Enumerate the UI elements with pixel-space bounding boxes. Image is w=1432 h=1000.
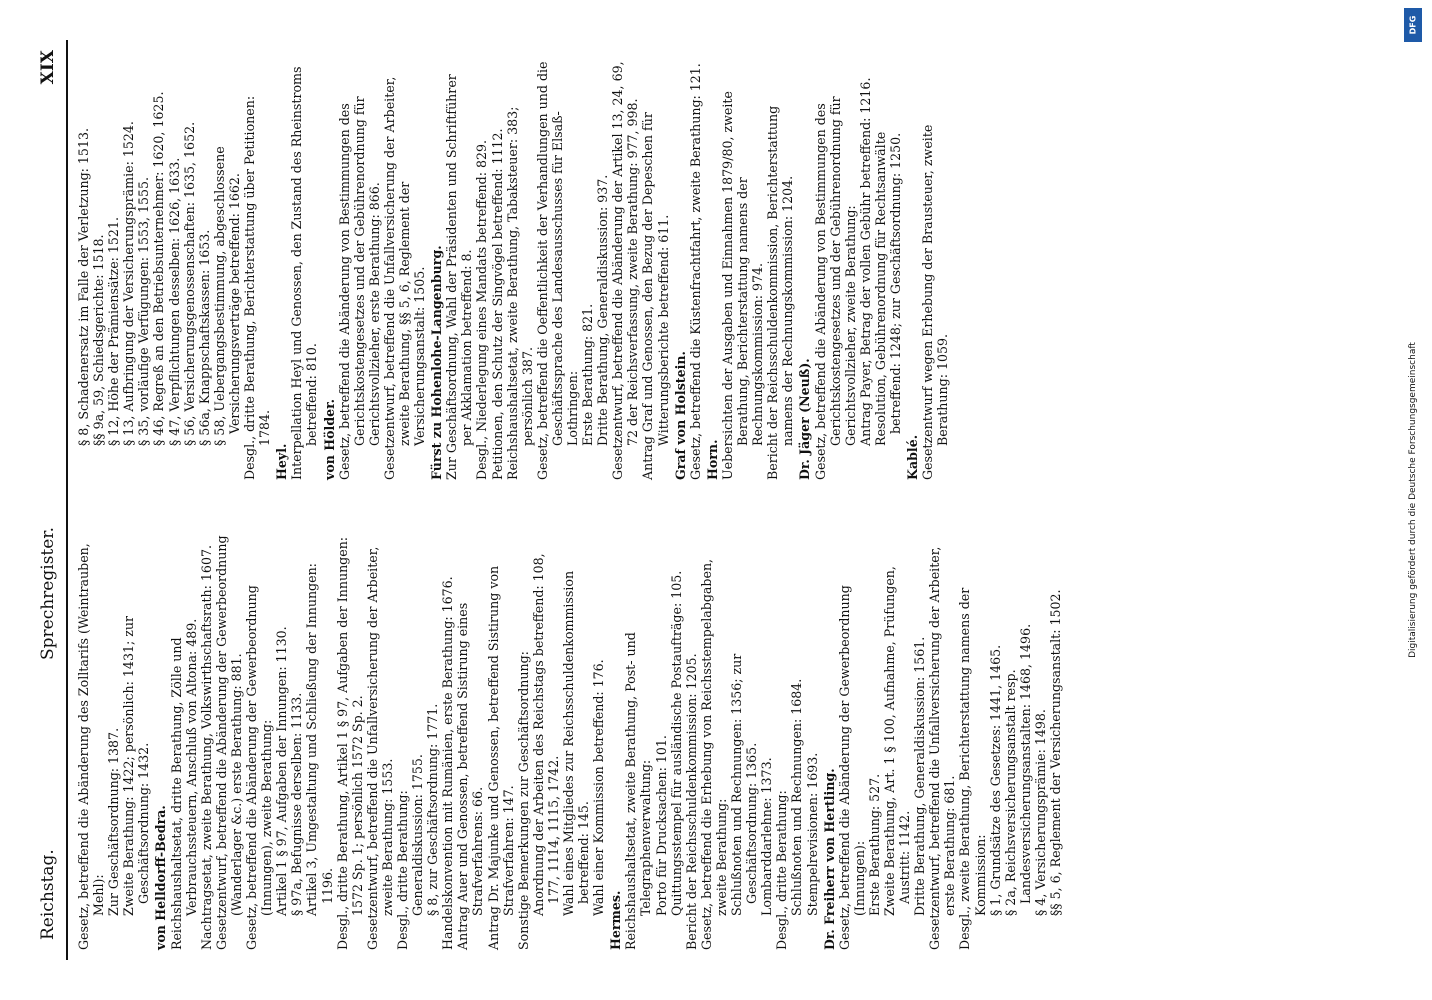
register-entry: Desgl., dritte Berathung: [774,790,790,950]
register-entry: Bericht der Reichsschuldenkommission, Berichterstattung namens der Rechnungskommission: 1204. [765,105,796,480]
register-entry: Gesetzentwurf wegen Erhebung der Brausteuer, zweite Berathung: 1059. [920,124,951,480]
register-subentry: § 56a, Knappschaftskassen: 1653. [196,229,212,446]
register-subentry: Schlußnoten und Rechnungen: 1356; zur Geschäftsordnung: 1365. [729,653,760,916]
register-entry: Desgl., zweite Berathung, Berichterstattung namens der Kommission: [957,587,988,950]
register-subentry: Anordnung der Arbeiten des Reichstags betreffend: 108, 177, 1114, 1115, 1742. [530,553,561,916]
register-entry: Gesetzentwurf, betreffend die Unfallversicherung der Arbeiter, zweite Berathung: 1553. [364,546,395,950]
register-entry: Uebersichten der Ausgaben und Einnahmen 1879/80, zweite Berathung, Berichterstattung namens der Rechnungskommission: 974. [719,91,766,480]
register-subentry: § 47, Verpflichtungen desselben: 1626, 1633. [166,157,182,446]
register-entry: Gesetzentwurf, betreffend die Abänderung der Artikel 13, 24, 69, 72 der Reichsverfassung, zweite Berathung: 977, 998. [610,61,641,480]
speaker-name: Graf von Holstein. [672,351,688,480]
register-subentry: Erste Berathung: 821. [580,303,596,446]
register-entry: Gesetz, betreffend die Abänderung von Bestimmungen des Gerichtskostengesetzes und der Gebührenordnung für Gerichtsvollzieher, erste Berathung: 866. [336,96,382,480]
register-entry: Gesetzentwurf, betreffend die Unfallversicherung der Arbeiter, zweite Berathung, §§ 5, 6, Reglement der Versicherungsanstalt: 1505. [381,76,428,480]
register-entry: Interpellation Heyl und Genossen, den Zustand des Rheinstroms betreffend: 810. [289,66,320,480]
register-subentry: Porto für Drucksachen: 101. [653,735,669,916]
register-entry: Nachtragsetat, zweite Berathung, Volkswirthschaftsrath: 1607. [198,545,214,950]
register-subentry: Generaldiskussion: 1755. [410,754,426,916]
register-subentry: Resolution, Gebührenordnung für Rechtsanwälte betreffend: 1248; zur Geschäftsordnung: 1250. [872,131,903,446]
register-subentry: Zur Geschäftsordnung: 1387. [106,727,122,916]
register-subentry: § 35, vorläufige Verfügungen: 1553, 1555. [136,176,152,446]
register-entry: Gesetz, betreffend die Oeffentlichkeit der Verhandlungen und die Geschäftssprache des Landesausschusses für Elsaß-Lothringen: [534,61,580,480]
register-entry: Handelskonvention mit Rumänien, erste Berathung: 1676. [440,576,456,950]
register-entry: Reichshaushaltsetat, zweite Berathung, Tabaksteuer: 383; persönlich 387. [504,106,535,480]
register-subentry: Erste Berathung: 527. [866,773,882,916]
register-subentry: § 46, Regreß an den Betriebsunternehmer: 1620, 1625. [151,91,167,446]
register-subentry: § 2a, Reichsversicherungsanstalt resp. Landesversicherungsanstalten: 1468, 1496. [1002,623,1033,916]
register-subentry: Wahl einer Kommission betreffend: 176. [591,659,607,916]
register-subentry: Lombarddarlehne: 1373. [759,757,775,916]
register-subentry: Antrag Payer, Betrag der vollen Gebühr betreffend: 1216. [857,77,873,446]
register-entry: Desgl., dritte Berathung, Artikel 1 § 97, Aufgaben der Innungen: 1572 Sp. 1; persönlich 1572 Sp. 2. [334,536,365,950]
register-subentry: Quittungsstempel für ausländische Postaufträge: 105. [668,570,684,916]
register-entry: Gesetzentwurf, betreffend die Unfallversicherung der Arbeiter, erste Berathung: 681. [927,546,958,950]
register-subentry: § 1, Grundsätze des Gesetzes: 1441, 1465. [987,644,1003,916]
register-subentry: Dritte Berathung, Generaldiskussion: 937. [595,174,611,446]
register-entry: Gesetz, betreffend die Abänderung der Gewerbeordnung (Innungen): [836,585,867,950]
speaker-name: Hermes. [608,890,624,950]
speaker-name: von Hölder. [321,398,337,480]
digitization-watermark [1398,6,1428,994]
register-subentry: § 56, Versicherungsgenossenschaften: 1635, 1652. [181,121,197,446]
speaker-name: Fürst zu Hohenlohe-Langenburg. [429,245,445,480]
register-entry: Gesetz, betreffend die Küstenfrachtfahrt, zweite Berathung: 121. [687,63,703,480]
header-rule [66,40,68,960]
right-column [76,60,950,480]
register-entry: Reichshaushaltsetat, dritte Berathung, Zölle und Verbrauchssteuern, Anschluß von Altona: 489. [168,618,199,950]
register-entry: Gesetz, betreffend die Abänderung der Gewerbeordnung (Innungen), zweite Berathung: [244,585,275,950]
register-subentry: § 4, Versicherungsprämie: 1498. [1032,709,1048,916]
register-subentry: § 97a, Befugnisse derselben: 1133. [289,692,305,916]
register-entry: Desgl., dritte Berathung: [394,790,410,950]
register-entry: Antrag Auer und Genossen, betreffend Sistirung eines Strafverfahrens: 66. [455,602,486,950]
page-number: XIX [38,50,58,85]
register-subentry: § 8, Schadenersatz im Falle der Verletzung: 1513. [76,128,91,446]
running-head-left: Reichstag. [38,849,58,940]
register-entry: Gesetz, betreffend die Abänderung des Zolltarifs (Weintrauben, Mehl): [76,543,107,950]
register-entry: Gesetz, betreffend die Abänderung von Bestimmungen des Gerichtskostengesetzes und der Gebührenordnung für Gerichtsvollzieher, zweite Berathung: [812,96,858,480]
register-entry: Gesetz, betreffend die Erhebung von Reichsstempelabgaben, zweite Berathung: [698,558,729,950]
register-entry: Reichshaushaltsetat, zweite Berathung, Post- und Telegraphenverwaltung: [623,632,654,950]
register-subentry: §§ 5, 6, Reglement der Versicherungsanstalt: 1502. [1048,589,1063,916]
register-entry: Desgl., Niederlegung eines Mandats betreffend: 829. [474,139,490,480]
register-entry: Antrag Dr. Majunke und Genossen, betreffend Sistirung von Strafverfahren: 147. [485,565,516,950]
register-subentry: Stempelrevisionen: 1693. [804,752,820,916]
register-subentry: Zweite Berathung, Art. 1 § 100, Aufnahme, Prüfungen, Austritt: 1142. [881,566,913,916]
register-subentry: § 58, Uebergangsbestimmung, abgeschlossene Versicherungsverträge betreffend: 1662. [211,146,242,446]
register-entry: Sonstige Bemerkungen zur Geschäftsordnung: [515,651,531,950]
left-column [76,530,1063,950]
watermark-text: Digitalisierung gefördert durch die Deutsche Forschungsgemeinschaft [1408,342,1418,658]
register-subentry: § 8, zur Geschäftsordnung: 1771. [425,703,441,916]
register-entry: Zur Geschäftsordnung, Wahl der Präsidenten und Schriftführer per Akklamation betreffend: 8. [444,74,475,480]
register-subentry: Dritte Berathung, Generaldiskussion: 1561. [912,636,928,916]
register-subentry: Wahl eines Mitgliedes zur Reichsschuldenkommission betreffend: 145. [561,570,592,916]
register-entry: Petitionen, den Schutz der Singvögel betreffend: 1112. [489,128,505,480]
register-subentry: §§ 9a, 59, Schiedsgerichte: 1518. [91,234,107,446]
speaker-name: Dr. Jäger (Neuß). [797,358,813,480]
register-subentry: § 13, Aufbringung der Versicherungsprämie: 1524. [121,121,137,446]
dfg-logo: DFG [1404,8,1422,42]
running-head-center: Sprechregister. [38,527,58,660]
speaker-name: Dr. Freiherr von Hertling. [821,768,837,950]
register-entry: Gesetzentwurf, betreffend die Abänderung der Gewerbeordnung (Wanderlager &c.) erste Berathung: 881. [213,535,244,950]
register-entry: Desgl., dritte Berathung, Berichterstattung über Petitionen: 1784. [242,95,273,480]
register-subentry: Artikel 1 § 97, Aufgaben der Innungen: 1130. [274,626,290,916]
register-subentry: § 12, Höhe der Prämiensätze: 1521. [106,217,122,446]
speaker-name: Horn. [704,439,720,480]
register-entry: Bericht der Reichsschuldenkommission: 1205. [683,653,699,950]
speaker-name: Kablé. [905,434,921,480]
register-subentry: Zweite Berathung: 1422; persönlich: 1431; zur Geschäftsordnung: 1432. [121,616,152,916]
speaker-name: von Helldorff-Bedra. [153,805,169,950]
register-entry: Antrag Graf und Genossen, den Bezug der Depeschen für Witterungsberichte betreffend: 611. [640,112,671,480]
speaker-name: Heyl. [274,443,290,480]
register-subentry: Schlußnoten und Rechnungen: 1684. [789,678,805,916]
register-subentry: Artikel 3, Umgestaltung und Schließung der Innungen: 1196. [304,563,335,916]
